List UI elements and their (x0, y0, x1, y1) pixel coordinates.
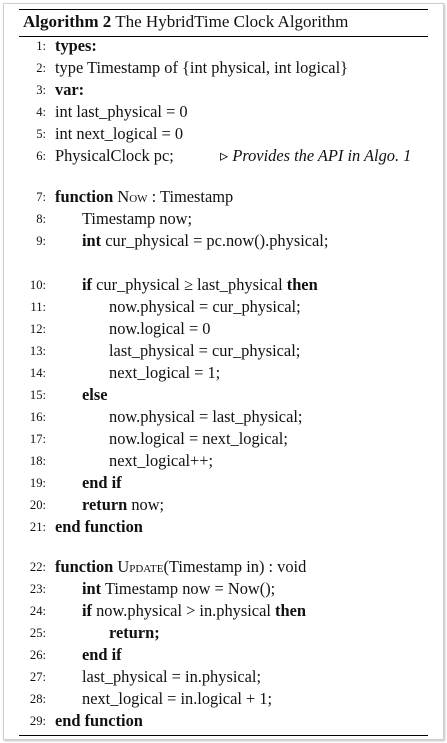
keyword: if (82, 275, 93, 294)
keyword: return; (109, 623, 160, 642)
code-comment: ▹ Provides the API in Algo. 1 (220, 146, 412, 165)
keyword: function (55, 557, 114, 576)
keyword: return (82, 495, 128, 514)
line-number: 21: (29, 520, 46, 534)
keyword: else (82, 385, 108, 404)
keyword: int (82, 579, 102, 598)
line-number: 9: (36, 234, 46, 248)
code-text (109, 622, 160, 644)
keyword: end if (82, 645, 122, 664)
keyword: int (82, 231, 102, 250)
line-number: 4: (36, 105, 46, 119)
line-number: 23: (29, 582, 46, 596)
code-text: now.physical = last_physical; (109, 407, 303, 426)
algorithm-label: Algorithm 2 (23, 12, 112, 31)
code-text: int next_logical = 0 (55, 124, 184, 143)
keyword: then (286, 275, 318, 294)
keyword: types: (55, 36, 97, 55)
code-text (55, 79, 84, 101)
bottom-rule (19, 735, 428, 736)
code-text: next_logical = 1; (109, 363, 221, 382)
code-rest: : Timestamp (147, 187, 234, 206)
line-number: 13: (29, 344, 46, 358)
line-number: 24: (29, 604, 46, 618)
code-text: PhysicalClock pc; (55, 146, 174, 165)
code-rest: (Timestamp in) : void (163, 557, 307, 576)
code-rest: cur_physical ≥ last_physical (92, 275, 287, 294)
line-number: 10: (29, 278, 46, 292)
code-line (4, 145, 443, 167)
code-rest: now.physical > in.physical (92, 601, 276, 620)
function-name: Update (117, 557, 164, 576)
code-rest: now; (127, 495, 165, 514)
algorithm-box (3, 3, 444, 740)
line-number: 15: (29, 388, 46, 402)
code-text (55, 556, 306, 578)
code-rest: cur_physical = pc.now().physical; (101, 231, 329, 250)
line-number: 12: (29, 322, 46, 336)
line-number: 1: (36, 39, 46, 53)
code-text (55, 710, 143, 732)
line-number: 18: (29, 454, 46, 468)
code-text (82, 600, 306, 622)
line-number: 19: (29, 476, 46, 490)
code-text: int last_physical = 0 (55, 102, 188, 121)
code-text (82, 274, 318, 296)
line-number: 16: (29, 410, 46, 424)
line-number: 8: (36, 212, 46, 226)
line-number: 28: (29, 692, 46, 706)
code-text: now.logical = 0 (109, 319, 211, 338)
line-number: 7: (36, 190, 46, 204)
code-text: now.physical = cur_physical; (109, 297, 301, 316)
code-text: type Timestamp of {int physical, int logical} (55, 58, 348, 77)
algorithm-title: The HybridTime Clock Algorithm (115, 12, 349, 31)
algorithm-caption (23, 12, 348, 32)
line-number: 20: (29, 498, 46, 512)
line-number: 2: (36, 61, 46, 75)
top-rule (19, 9, 428, 10)
keyword: end if (82, 473, 122, 492)
code-text (55, 35, 97, 57)
code-text (82, 384, 107, 406)
code-text (55, 516, 143, 538)
keyword: end function (55, 711, 143, 730)
line-number: 27: (29, 670, 46, 684)
line-number: 17: (29, 432, 46, 446)
line-number: 29: (29, 714, 46, 728)
line-number: 22: (29, 560, 46, 574)
keyword: then (275, 601, 306, 620)
line-number: 14: (29, 366, 46, 380)
code-text (82, 578, 275, 600)
code-text: next_logical = in.logical + 1; (82, 689, 273, 708)
keyword: var: (55, 80, 85, 99)
line-number: 26: (29, 648, 46, 662)
line-number: 25: (29, 626, 46, 640)
keyword: end function (55, 517, 143, 536)
code-text (55, 186, 233, 208)
code-text: last_physical = in.physical; (82, 667, 262, 686)
function-name: Now (117, 187, 148, 206)
code-rest: Timestamp now = Now(); (101, 579, 276, 598)
line-number: 11: (30, 300, 46, 314)
code-text (82, 494, 164, 516)
line-number: 6: (36, 149, 46, 163)
code-text: now.logical = next_logical; (109, 429, 288, 448)
line-number: 5: (36, 127, 46, 141)
keyword: function (55, 187, 114, 206)
code-text (82, 472, 122, 494)
code-text (82, 230, 328, 252)
code-text: last_physical = cur_physical; (109, 341, 301, 360)
code-text: Timestamp now; (82, 209, 193, 228)
code-text (82, 644, 122, 666)
code-text: next_logical++; (109, 451, 214, 470)
line-number: 3: (36, 83, 46, 97)
keyword: if (82, 601, 93, 620)
